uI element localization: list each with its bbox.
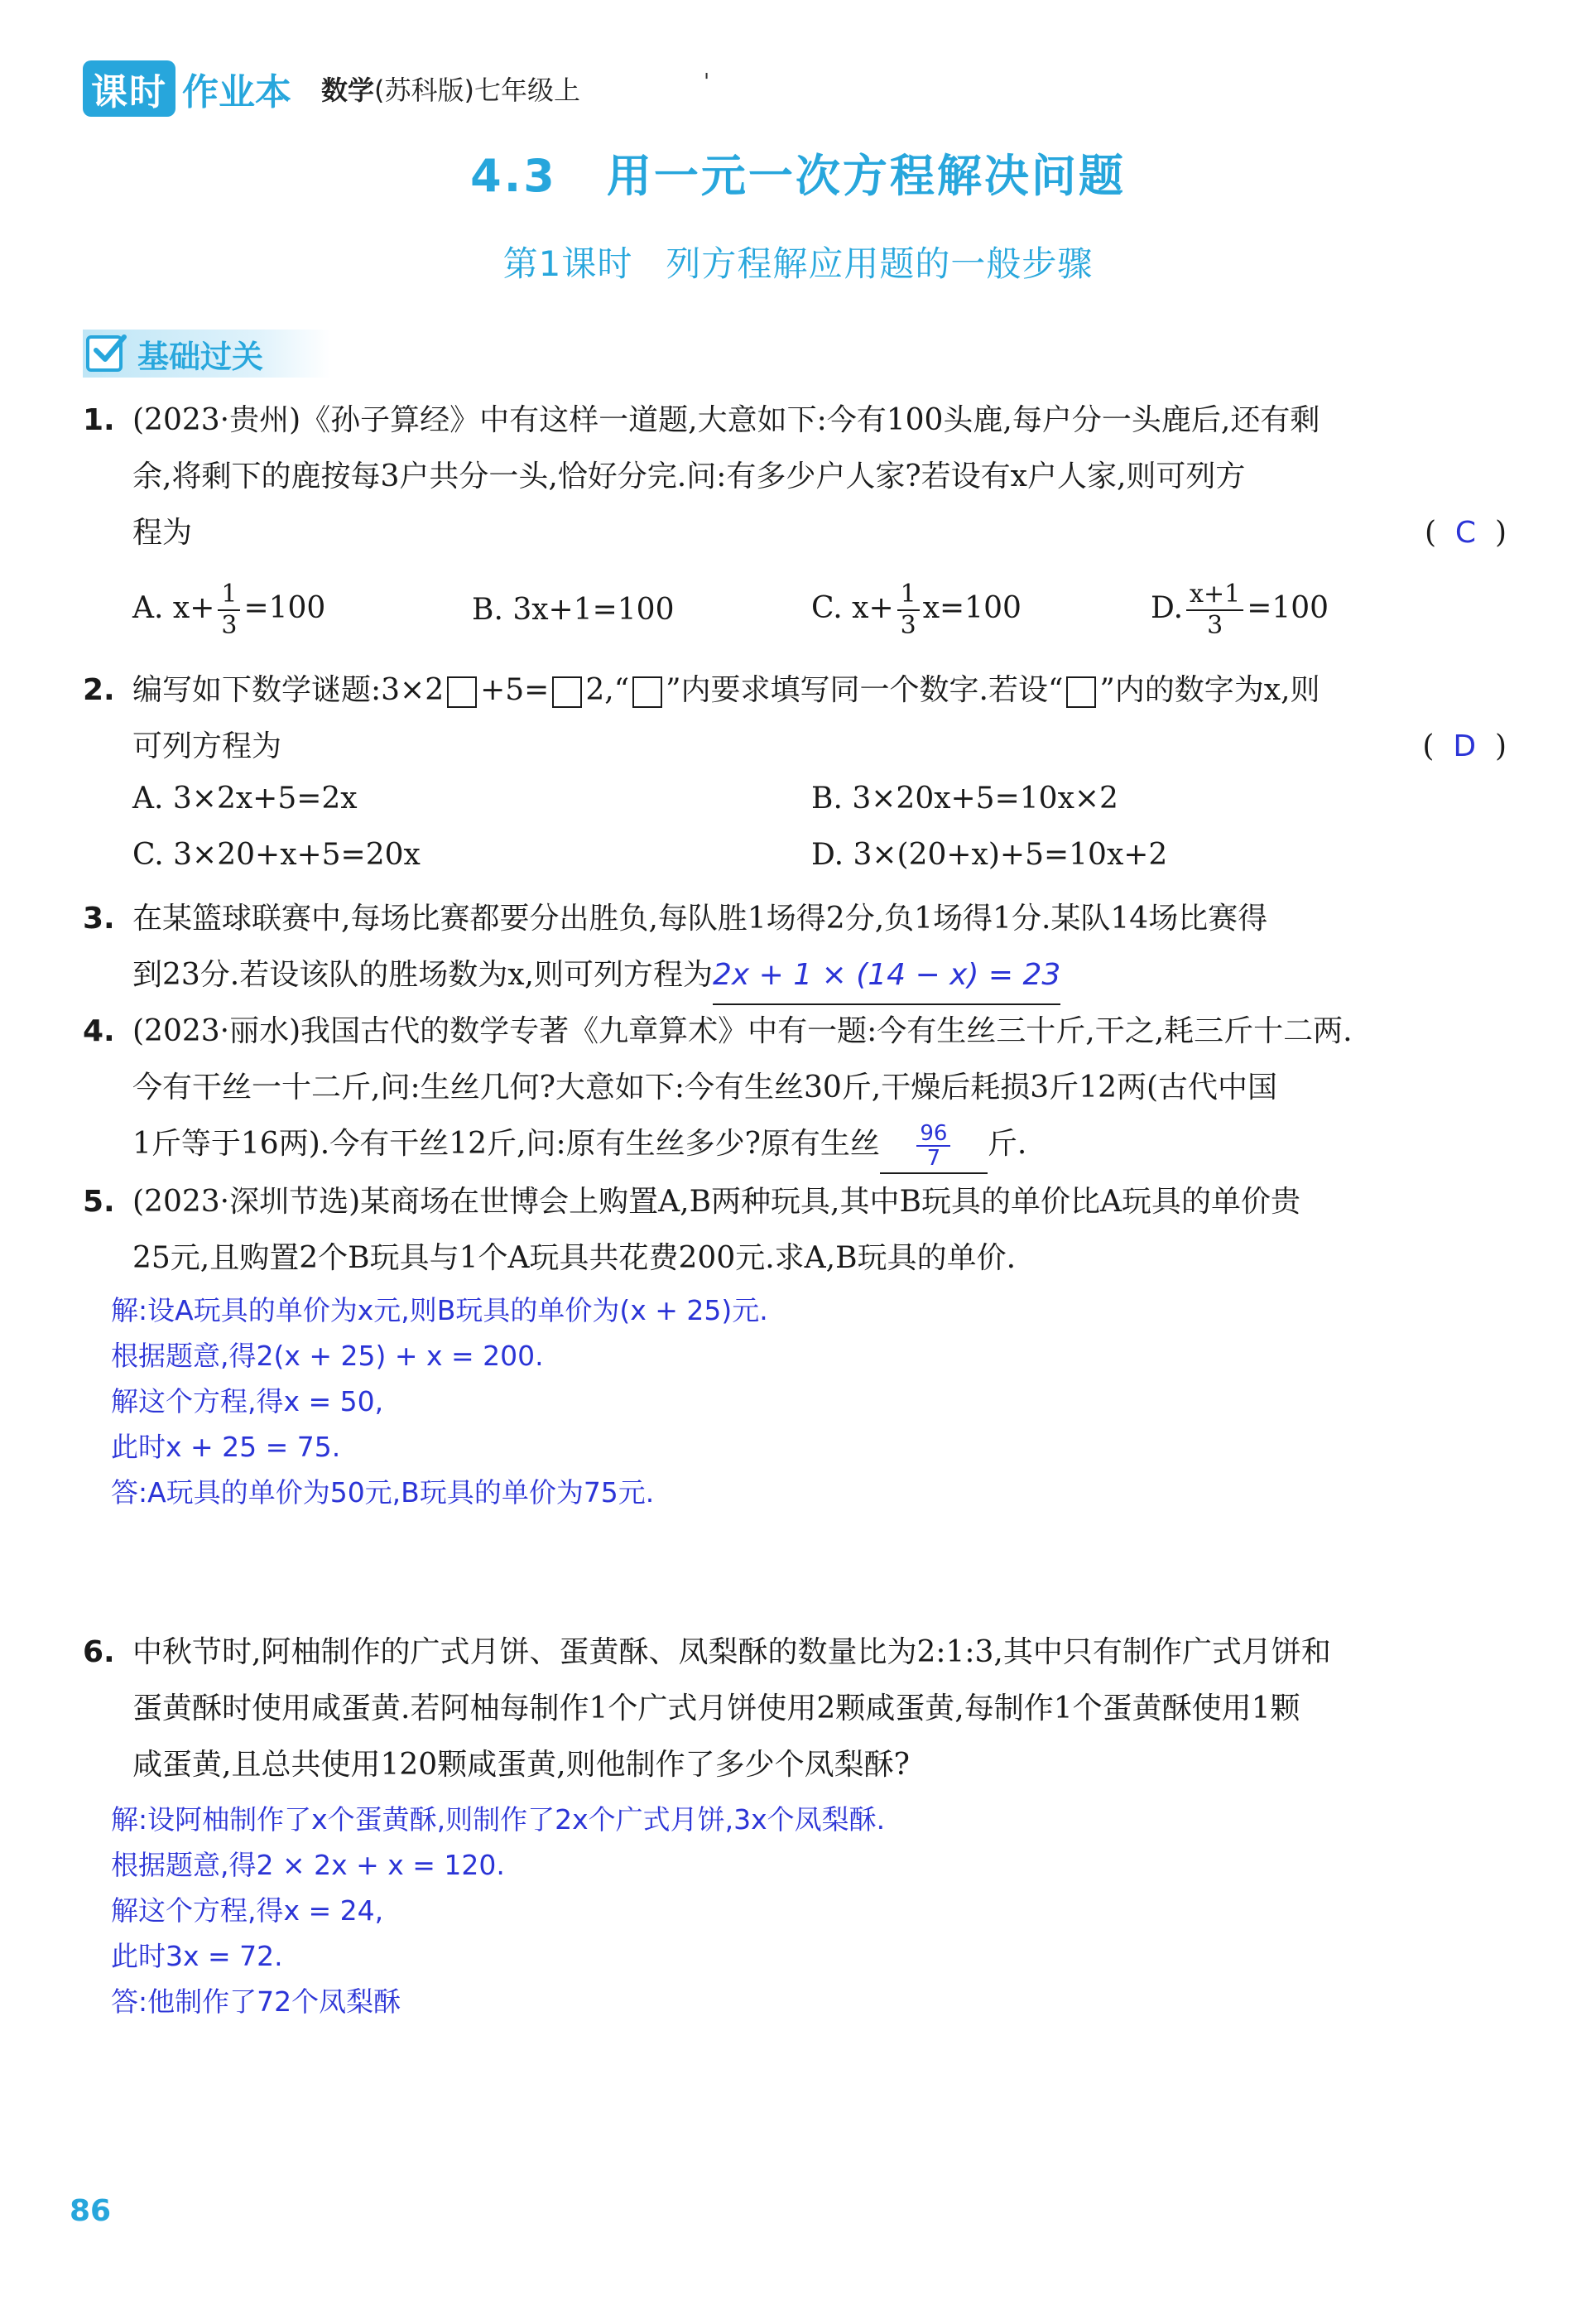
question-text — [83, 1116, 1507, 1174]
question-text-line3: 程为 — [132, 516, 193, 550]
text-part: ”内的数字为x,则 — [1099, 673, 1320, 707]
question-text: 中秋节时,阿柚制作的广式月饼、蛋黄酥、凤梨酥的数量比为2:1:3,其中只有制作广式月饼和 — [132, 1635, 1331, 1669]
question-text-end: 斤. — [987, 1127, 1027, 1161]
option-d — [1151, 580, 1329, 641]
answer-choice: D — [1453, 729, 1477, 763]
numerator: 1 — [218, 580, 240, 611]
numerator: 1 — [897, 580, 920, 611]
question-number: 2. — [83, 673, 115, 707]
question-text: 余,将剩下的鹿按每3户共分一头,恰好分完.问:有多少户人家?若设有x户人家,则可列方 — [132, 460, 1246, 493]
answer-blank: 2x + 1 × (14 − x) = 23 — [713, 947, 1060, 1005]
question-text: 25元,且购置2个B玩具与1个A玩具共花费200元.求A,B玩具的单价. — [132, 1241, 1017, 1275]
question-text: 在某篮球联赛中,每场比赛都要分出胜负,每队胜1场得2分,负1场得1分.某队14场比赛得 — [132, 902, 1268, 936]
solution-line: 解这个方程,得x = 24, — [111, 1894, 384, 1927]
subject-rest: (苏科版)七年级上 — [374, 75, 580, 106]
question-text-line3: 1斤等于16两).今有干丝12斤,问:原有生丝多少?原有生丝 — [132, 1127, 880, 1161]
text-part: ”内要求填写同一个数字.若设“ — [666, 673, 1064, 707]
lesson-part2: 列方程解应用题的一般步骤 — [666, 243, 1094, 284]
option-b: B. 3x+1=100 — [472, 593, 675, 627]
denominator: 3 — [1207, 611, 1223, 640]
question-number: 3. — [83, 902, 115, 936]
band-label: 基础过关 — [137, 338, 264, 375]
fraction — [1186, 580, 1243, 641]
option-c: C. 3×20+x+5=20x — [132, 838, 421, 872]
blank-square — [632, 676, 662, 708]
fraction — [897, 580, 920, 641]
question-1 — [83, 392, 1507, 561]
question-number: 1. — [83, 403, 115, 437]
option-text: A. x+ — [132, 591, 215, 625]
section-title-text: 用一元一次方程解决问题 — [606, 150, 1126, 202]
question-3 — [83, 891, 1507, 1005]
subject-label — [321, 70, 580, 108]
denominator: 3 — [900, 611, 916, 640]
question-4 — [83, 1003, 1507, 1174]
option-text: =100 — [243, 591, 326, 625]
option-text: C. x+ — [811, 591, 894, 625]
book-header — [83, 60, 580, 118]
question-text: 咸蛋黄,且总共使用120颗咸蛋黄,则他制作了多少个凤梨酥? — [132, 1748, 910, 1782]
question-2 — [83, 662, 1507, 775]
question-text: (2023·丽水)我国古代的数学专著《九章算术》中有一题:今有生丝三十斤,干之,耗三斤十二两. — [132, 1014, 1353, 1048]
option-d: D. 3×(20+x)+5=10x+2 — [811, 838, 1168, 872]
page-number: 86 — [70, 2194, 112, 2228]
section-number: 4.3 — [470, 150, 557, 202]
option-a — [132, 580, 325, 641]
solution-line: 答:A玩具的单价为50元,B玩具的单价为75元. — [111, 1476, 655, 1509]
solution-line: 此时x + 25 = 75. — [111, 1431, 341, 1463]
logo-text: 作业本 — [182, 71, 291, 113]
denominator: 3 — [221, 611, 238, 640]
numerator: 96 — [916, 1122, 950, 1147]
denominator: 7 — [926, 1146, 941, 1171]
option-text: =100 — [1247, 591, 1329, 625]
solution-line: 根据题意,得2(x + 25) + x = 200. — [111, 1340, 544, 1372]
solution-5 — [111, 1287, 768, 1515]
question-text: (2023·贵州)《孙子算经》中有这样一道题,大意如下:今有100头鹿,每户分一头鹿后,还有剩 — [132, 403, 1320, 437]
answer-choice: C — [1454, 516, 1477, 550]
numerator: x+1 — [1186, 580, 1243, 611]
checkbox-icon — [86, 335, 123, 372]
solution-line: 根据题意,得2 × 2x + x = 120. — [111, 1849, 505, 1881]
option-text: x=100 — [922, 591, 1022, 625]
question-text-line2: 可列方程为 — [132, 729, 282, 763]
question-text — [83, 505, 1507, 561]
question-text: 今有干丝一十二斤,问:生丝几何?大意如下:今有生丝30斤,干燥后耗损3斤12两(古代中国 — [132, 1071, 1278, 1104]
option-b: B. 3×20x+5=10x×2 — [811, 782, 1118, 816]
option-c — [811, 580, 1022, 641]
question-number: 4. — [83, 1014, 115, 1048]
text-part: 2,“ — [585, 673, 630, 707]
answer-blank — [880, 1116, 988, 1174]
section-title — [0, 141, 1596, 205]
text-part: +5= — [480, 673, 550, 707]
solution-line: 此时3x = 72. — [111, 1940, 283, 1972]
subject-bold: 数学 — [321, 75, 375, 106]
question-5 — [83, 1174, 1507, 1287]
lesson-part1: 第1课时 — [502, 243, 633, 284]
question-text-line2: 到23分.若设该队的胜场数为x,则可列方程为 — [132, 958, 713, 992]
text-part: 编写如下数学谜题:3×2 — [132, 673, 445, 707]
answer-bracket: ( C ) — [1424, 516, 1507, 550]
option-text: D. — [1151, 591, 1184, 625]
question-text — [83, 947, 1507, 1005]
question-text — [83, 662, 1507, 719]
solution-6 — [111, 1797, 885, 2024]
blank-square — [552, 676, 582, 708]
solution-line: 答:他制作了72个凤梨酥 — [111, 1985, 401, 2018]
question-6 — [83, 1624, 1507, 1793]
stray-mark: ' — [704, 70, 710, 94]
option-a: A. 3×2x+5=2x — [132, 782, 358, 816]
question-text: (2023·深圳节选)某商场在世博会上购置A,B两种玩具,其中B玩具的单价比A玩具的单价贵 — [132, 1185, 1300, 1219]
solution-line: 解:设阿柚制作了x个蛋黄酥,则制作了2x个广式月饼,3x个凤梨酥. — [111, 1803, 886, 1836]
question-number: 5. — [83, 1185, 115, 1219]
lesson-title — [0, 237, 1596, 286]
blank-square — [1066, 676, 1096, 708]
solution-line: 解这个方程,得x = 50, — [111, 1385, 384, 1417]
question-number: 6. — [83, 1635, 115, 1669]
solution-line: 解:设A玩具的单价为x元,则B玩具的单价为(x + 25)元. — [111, 1294, 768, 1326]
blank-square — [447, 676, 477, 708]
fraction — [218, 580, 240, 641]
answer-fraction — [916, 1122, 950, 1170]
answer-bracket: ( D ) — [1422, 729, 1507, 763]
question-text: 蛋黄酥时使用咸蛋黄.若阿柚每制作1个广式月饼使用2颗咸蛋黄,每制作1个蛋黄酥使用1颗 — [132, 1692, 1300, 1725]
question-text — [83, 719, 1507, 775]
section-band — [83, 330, 331, 378]
logo-boxed: 课时 — [83, 60, 175, 117]
